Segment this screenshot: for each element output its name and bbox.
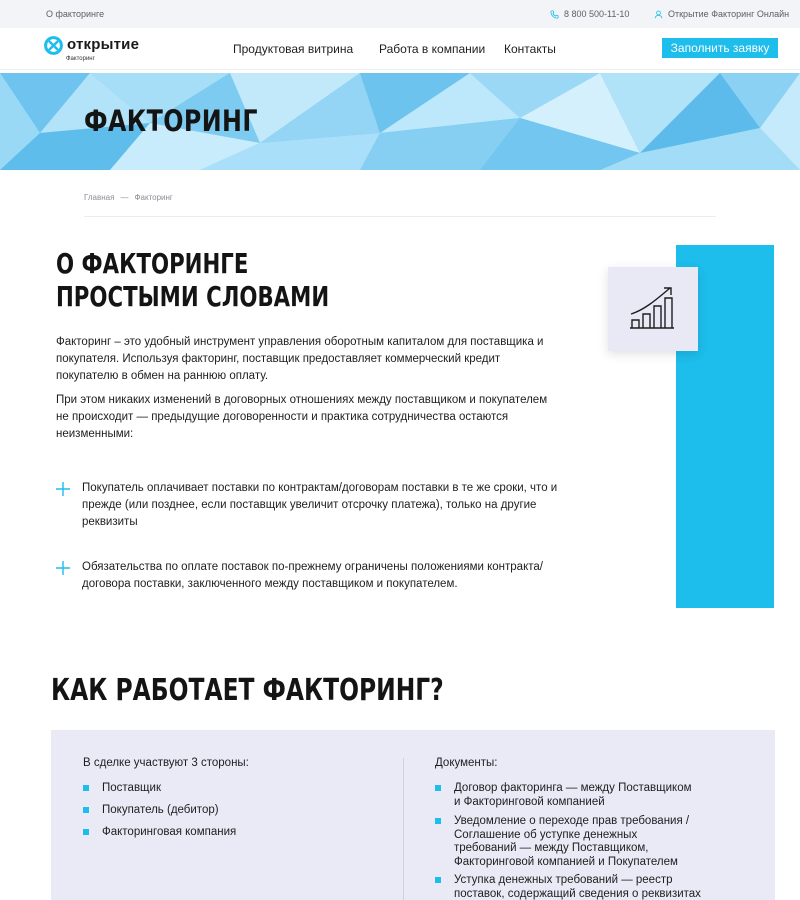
document-line: Соглашение об уступке денежных bbox=[454, 828, 638, 841]
party-text: Поставщик bbox=[102, 782, 161, 794]
main-header bbox=[0, 28, 800, 70]
page-title: ФАКТОРИНГ bbox=[84, 104, 258, 138]
party-text: Факторинговая компания bbox=[102, 826, 237, 838]
about-title-line-2: ПРОСТЫМИ СЛОВАМИ bbox=[56, 280, 330, 313]
about-section-title bbox=[56, 247, 329, 313]
phone-link[interactable] bbox=[550, 9, 629, 19]
bullet-square-icon bbox=[83, 829, 89, 835]
online-service-label: Открытие Факторинг Онлайн bbox=[668, 9, 790, 19]
document-line: Уведомление о переходе прав требования / bbox=[454, 815, 690, 827]
about-title-line-1: О ФАКТОРИНГЕ bbox=[56, 247, 249, 280]
section-divider bbox=[84, 216, 716, 217]
about-paragraph-1: Факторинг – это удобный инструмент управления оборотным капиталом для поставщика и покупателя. Используя факторинг, поставщик предоставляет коммерческий кредит покупателю в обмен на раннюю оплату. bbox=[56, 336, 544, 382]
how-it-works-title: КАК РАБОТАЕТ ФАКТОРИНГ? bbox=[51, 673, 444, 708]
online-service-link[interactable] bbox=[654, 9, 789, 19]
top-info-bar bbox=[0, 0, 800, 28]
user-icon bbox=[654, 10, 663, 19]
logo-name: открытие bbox=[67, 36, 140, 53]
growth-chart-icon bbox=[628, 284, 676, 330]
document-line: Уступка денежных требований — реестр bbox=[454, 874, 673, 886]
logo-subtitle: Факторинг bbox=[66, 56, 95, 62]
bullet-square-icon bbox=[83, 785, 89, 791]
document-line: и Факторинговой компанией bbox=[454, 795, 605, 808]
nav-careers[interactable]: Работа в компании bbox=[379, 42, 486, 56]
document-line: Договор факторинга — между Поставщиком bbox=[454, 782, 692, 794]
about-paragraph-2: При этом никаких изменений в договорных отношениях между поставщиком и покупателем не происходит — предыдущие договоренности и практика сотрудничества остаются неизменными: bbox=[56, 394, 548, 440]
about-bullet-text: Покупатель оплачивает поставки по контрактам/договорам поставки в те же сроки, что и прежде (или позднее, если поставщик увеличит отсрочку платежа), только на другие реквизиты bbox=[82, 482, 558, 528]
bullet-square-icon bbox=[83, 807, 89, 813]
plus-icon bbox=[56, 482, 70, 496]
breadcrumb-separator: — bbox=[120, 193, 129, 202]
about-factoring-link[interactable]: О факторинге bbox=[46, 9, 105, 19]
bullet-square-icon bbox=[435, 877, 441, 883]
hero-banner bbox=[0, 73, 800, 170]
brand-logo[interactable] bbox=[44, 36, 154, 66]
parties-heading: В сделке участвуют 3 стороны: bbox=[83, 757, 249, 769]
how-it-works-panel bbox=[51, 730, 775, 900]
nav-contacts[interactable]: Контакты bbox=[504, 42, 556, 56]
party-text: Покупатель (дебитор) bbox=[102, 804, 219, 816]
apply-button[interactable]: Заполнить заявку bbox=[662, 38, 778, 58]
bullet-square-icon bbox=[435, 818, 441, 824]
document-line: требований — между Поставщиком, bbox=[454, 842, 649, 854]
growth-chart-card bbox=[608, 267, 698, 351]
document-text bbox=[454, 874, 701, 900]
about-bullet-text: Обязательства по оплате поставок по-прежнему ограничены положениями контракта/договора поставки, заключенного между поставщиком и покупателем. bbox=[82, 561, 543, 590]
document-line: поставок, содержащий сведения о реквизитах bbox=[454, 887, 701, 900]
breadcrumb-home[interactable]: Главная bbox=[84, 193, 115, 202]
document-text bbox=[454, 782, 692, 809]
breadcrumb-current: Факторинг bbox=[134, 193, 173, 202]
document-text bbox=[454, 815, 689, 869]
bullet-square-icon bbox=[435, 785, 441, 791]
breadcrumb bbox=[84, 193, 173, 202]
phone-icon bbox=[550, 10, 559, 19]
documents-heading: Документы: bbox=[435, 757, 498, 769]
plus-icon bbox=[56, 561, 70, 575]
phone-number: 8 800 500-11-10 bbox=[564, 9, 630, 19]
document-line: Факторинговой компанией и Покупателем bbox=[454, 855, 678, 868]
nav-product-showcase[interactable]: Продуктовая витрина bbox=[233, 42, 354, 56]
logo-icon bbox=[44, 36, 63, 55]
column-separator bbox=[403, 758, 404, 900]
